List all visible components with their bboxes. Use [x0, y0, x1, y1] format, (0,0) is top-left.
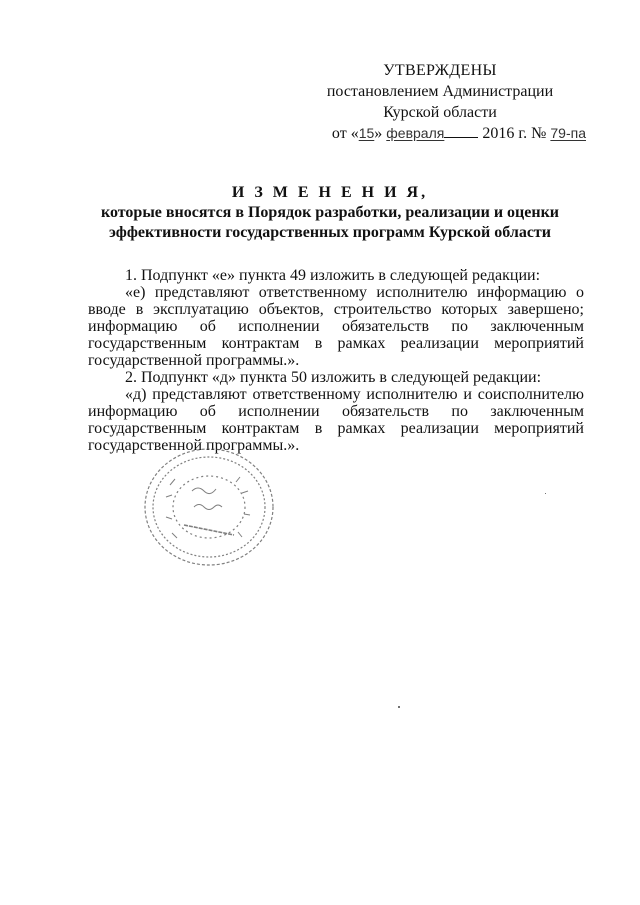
approval-date-line: [290, 123, 590, 144]
date-quote: »: [374, 125, 383, 142]
item-2-intro: 2. Подпункт «д» пункта 50 изложить в следующей редакции:: [125, 369, 542, 386]
heading-subtitle-1: которые вносятся в Порядок разработки, реализации и оценки: [100, 204, 560, 221]
scan-speck: [545, 493, 546, 494]
document-body: [88, 267, 584, 454]
approval-region: Курской области: [383, 104, 497, 121]
heading-subtitle-2: эффективности государственных программ Курской области: [108, 224, 552, 241]
document-heading: [80, 183, 580, 243]
date-month: февраля: [386, 125, 445, 141]
round-seal-icon: [140, 445, 278, 570]
approval-title: УТВЕРЖДЕНЫ: [383, 62, 497, 79]
item-1-intro: 1. Подпункт «е» пункта 49 изложить в следующей редакции:: [125, 267, 541, 284]
approval-issuer: постановлением Администрации: [326, 83, 554, 100]
date-blank: [444, 125, 478, 138]
item-2-text: «д) представляют ответственному исполнителю и соисполнителю информацию об исполнении обязательств по заключенным государственным контрактам в рамках реализации мероприятий государственной программы.».: [88, 386, 584, 454]
scan-speck: [398, 706, 400, 708]
decree-number: 79-па: [550, 125, 586, 141]
date-prefix: от «: [331, 125, 359, 142]
approval-block: [290, 60, 590, 144]
date-day: 15: [358, 125, 375, 141]
item-1-text: «е) представляют ответственному исполнителю информацию о вводе в эксплуатацию объектов, строительство которых завершено; информацию об исполнении обязательств по заключенным государственным контрактам в рамках реализации мероприятий государственной программы.».: [88, 284, 584, 369]
date-year: 2016 г. №: [482, 125, 547, 142]
page-title: И З М Е Н Е Н И Я,: [231, 184, 429, 201]
